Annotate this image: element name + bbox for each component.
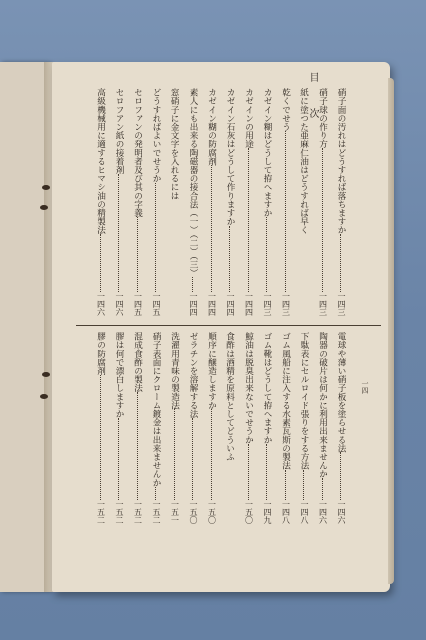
toc-entry-page: 一五二 — [96, 500, 106, 524]
toc-leader-dots — [118, 418, 119, 500]
toc-leader-dots — [322, 478, 323, 500]
toc-leader-dots — [266, 217, 267, 292]
toc-entry-title: 順序に醸造しますか — [206, 332, 217, 410]
toc-leader-dots — [211, 409, 212, 500]
toc-leader-dots — [340, 452, 341, 500]
toc-entry — [262, 88, 271, 316]
toc-leader-dots — [192, 277, 193, 292]
toc-leader-dots — [266, 444, 267, 500]
toc-entry — [151, 332, 160, 524]
toc-entry-title: 食酢は酒精を原料としてどういふ — [224, 332, 235, 461]
toc-entry — [225, 332, 234, 524]
toc-entry — [114, 332, 123, 524]
toc-entry — [244, 332, 253, 524]
toc-entry-title: カゼイン糊の防腐剤 — [206, 88, 217, 166]
toc-entry-title: 窓硝子に金文字を入れるには — [169, 88, 180, 200]
toc-entry — [170, 332, 179, 524]
toc-entry-title: 鯨油は脱臭出来ないでせうか — [243, 332, 254, 444]
toc-entry — [133, 88, 142, 316]
toc-entry-title: 硝子球の作り方 — [317, 88, 328, 149]
toc-entry-page: 一四六 — [115, 292, 124, 316]
page-edge — [388, 78, 394, 584]
toc-leader-dots — [192, 418, 193, 500]
toc-entry-title: 紙に塗つた亜麻仁油はどうすれば早く — [298, 88, 309, 235]
toc-entry-page: 一四三 — [281, 292, 291, 316]
toc-entry — [133, 332, 142, 524]
toc-entry-page: 一四六 — [337, 500, 346, 524]
toc-leader-dots — [155, 487, 156, 500]
toc-entry-title: 硝子表面にクローム鍍金は出来ませんか — [151, 332, 161, 487]
toc-entry-title: 硝子面の汚れはどうすれば落ちますか — [336, 88, 346, 235]
toc-entry-title: 高級機械用に適するヒマシ油の精製法 — [95, 88, 106, 235]
toc-entry — [244, 88, 253, 316]
toc-leader-dots — [248, 148, 249, 292]
toc-entry-page: 一四三 — [337, 292, 346, 316]
toc-entry — [262, 332, 271, 524]
toc-entry — [188, 332, 197, 524]
toc-entry-page: 一五〇 — [244, 500, 254, 524]
toc-leader-dots — [285, 131, 286, 292]
toc-entry-title: カゼイン糊はどうして拵へますか — [262, 88, 272, 217]
toc-entry — [336, 332, 345, 524]
toc-entry-page: 一四六 — [96, 292, 106, 316]
toc-leader-dots — [118, 174, 119, 292]
toc-entry-title: 乾くでせう — [280, 88, 291, 131]
section-divider — [76, 325, 381, 326]
toc-entry-title: カゼイン石灰はどうして作りますか — [225, 88, 235, 226]
toc-leader-dots — [322, 148, 323, 292]
toc-entry-title: ゴム靴はどうして拵へますか — [262, 332, 272, 444]
toc-leader-dots — [229, 226, 230, 292]
toc-entry — [336, 88, 345, 316]
toc-entry — [188, 88, 197, 316]
toc-entry — [96, 332, 105, 524]
toc-entry-title: ゼラチンを溶解する法 — [188, 332, 198, 418]
toc-entry — [299, 332, 308, 524]
toc-leader-dots — [137, 217, 138, 292]
toc-entry-page: 一四六 — [318, 500, 328, 524]
toc-entry-title: 膠は何で漂白しますか — [114, 332, 124, 418]
toc-entry-page: 一四八 — [281, 500, 291, 524]
toc-entry-title: 陶器の破片は何かに利用出来ませんか — [317, 332, 328, 479]
toc-entry-page: 一四九 — [263, 500, 272, 524]
toc-entry — [207, 332, 216, 524]
toc-entry-page: 一四五 — [152, 292, 161, 316]
toc-entry-title: 膠の防腐剤 — [95, 332, 106, 375]
toc-entry-title: 素人にも出来る陶磁器の接合法（一）（二）（三） — [188, 88, 198, 278]
toc-entry-page: 一四五 — [133, 292, 143, 316]
toc-entry — [114, 88, 123, 316]
toc-entry-title: セロフアン紙の接着剤 — [114, 88, 124, 174]
toc-entry-page: 一五〇 — [189, 500, 198, 524]
toc-heading: 目 次 — [307, 72, 318, 126]
toc-entry-page: 一五一 — [170, 500, 180, 524]
binding-hole — [40, 394, 48, 399]
toc-entry-page: 一五二 — [152, 500, 161, 524]
toc-leader-dots — [137, 392, 138, 500]
toc-entry-page: 一四三 — [318, 292, 328, 316]
toc-entry — [96, 88, 105, 316]
toc-entry-page: 一五二 — [115, 500, 124, 524]
toc-entry — [299, 88, 308, 316]
toc-entry-title: セロファンの発明者及び其の字義 — [132, 88, 143, 217]
toc-entry — [318, 332, 327, 524]
toc-entry-title: どうすればよいでせうか — [151, 88, 161, 183]
toc-entry-page: 一四八 — [300, 500, 309, 524]
toc-entry — [170, 88, 179, 316]
binding-hole — [42, 185, 50, 190]
toc-entry-page: 一四四 — [226, 292, 235, 316]
toc-entry-page: 一五〇 — [207, 500, 217, 524]
toc-entry-title: 混成食酢の製法 — [132, 332, 143, 393]
toc-leader-dots — [100, 375, 101, 500]
toc-leader-dots — [211, 165, 212, 292]
toc-entry-title: カゼインの用途 — [243, 88, 254, 149]
toc-leader-dots — [340, 234, 341, 292]
toc-entry-page: 一四四 — [189, 292, 198, 316]
toc-leader-dots — [155, 183, 156, 292]
toc-entry-page: 一四四 — [207, 292, 217, 316]
toc-leader-dots — [285, 470, 286, 500]
page-number: 一四 — [361, 380, 369, 394]
toc-entry — [281, 332, 290, 524]
toc-leader-dots — [100, 234, 101, 292]
toc-entry-title: 下駄表にセルロイド張りをする方法 — [299, 332, 309, 470]
toc-entry-title: 洗濯用青味の製造法 — [169, 332, 180, 410]
toc-leader-dots — [248, 444, 249, 500]
toc-leader-dots — [303, 470, 304, 500]
toc-entry-page: 一四三 — [263, 292, 272, 316]
binding-hole — [42, 372, 50, 377]
toc-entry — [281, 88, 290, 316]
toc-entry-page: 一四四 — [244, 292, 254, 316]
toc-entry — [207, 88, 216, 316]
binding-hole — [40, 205, 48, 210]
toc-entry — [318, 88, 327, 316]
toc-entry — [151, 88, 160, 316]
toc-entry-title: 電球や薄い硝子板を塗らせる法 — [336, 332, 346, 453]
toc-entry-page: 一五二 — [133, 500, 143, 524]
toc-leader-dots — [174, 409, 175, 500]
toc-entry-title: ゴム風船に注入する水素瓦斯の製法 — [280, 332, 291, 470]
toc-entry — [225, 88, 234, 316]
